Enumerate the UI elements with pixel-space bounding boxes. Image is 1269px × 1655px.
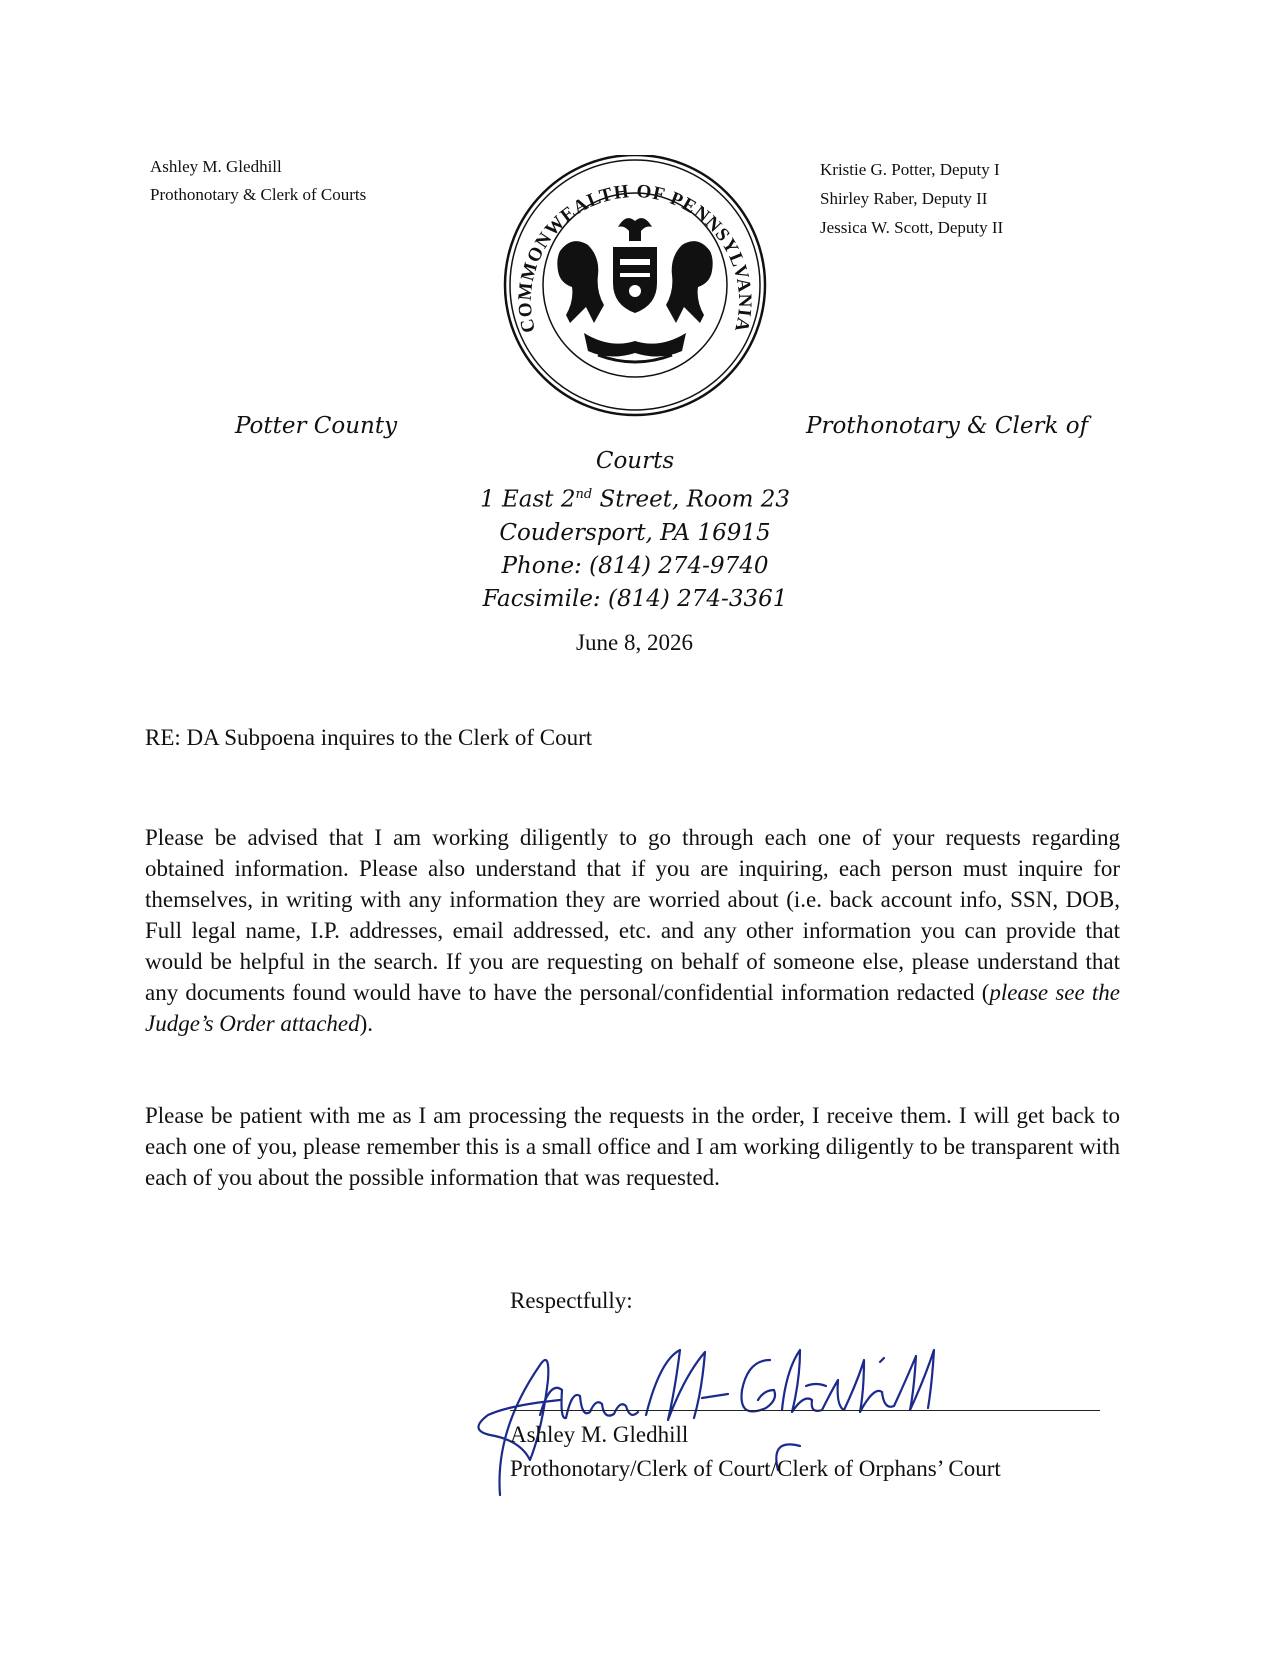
letterhead-left: [150, 153, 366, 209]
deputy-3: Jessica W. Scott, Deputy II: [820, 218, 1004, 237]
office-name-line2: Courts: [595, 448, 675, 474]
closing: Respectfully:: [510, 1288, 633, 1313]
deputy-2: Shirley Raber, Deputy II: [820, 189, 988, 208]
county-name: Potter County: [235, 413, 398, 439]
prothonotary-title: Prothonotary & Clerk of Courts: [150, 185, 367, 204]
office-address: [420, 445, 850, 616]
body-paragraph-1: Please be advised that I am working diligently to go through each one of your requests regarding obtained information. Please also understand that if you are inquiring, each person must inquire for themselves, in writing with any information they are worried about (i.e. back account info, SSN, DOB, Full legal name, I.P. addresses, email addressed, etc. and any other information you can provide that would be helpful in the search. If you are requesting on behalf of someone else, please understand that any documents found would have to have the personal/confidential information redacted (please see the Judge’s Order attached).: [145, 825, 1120, 1036]
letter-date: June 8, 2026: [576, 630, 693, 655]
judges-order-reference: please see the Judge’s Order attached: [145, 980, 1120, 1036]
office-name-line1: Prothonotary & Clerk of: [806, 413, 1089, 439]
phone-number: Phone: (814) 274-9740: [501, 552, 769, 579]
city-state-zip: Coudersport, PA 16915: [499, 519, 771, 546]
commonwealth-seal-icon: [500, 155, 770, 420]
prothonotary-name: Ashley M. Gledhill: [150, 157, 282, 176]
deputy-1: Kristie G. Potter, Deputy I: [820, 160, 1000, 179]
street-address: 1 East 2nd Street, Room 23: [480, 486, 790, 513]
subject-line: RE: DA Subpoena inquires to the Clerk of Court: [145, 725, 593, 750]
signer-block: [510, 1418, 1001, 1486]
signature-line: [510, 1410, 1100, 1411]
signer-name: Ashley M. Gledhill: [510, 1422, 689, 1447]
svg-text:COMMONWEALTH OF PENNSYLVANIA: COMMONWEALTH OF PENNSYLVANIA: [514, 180, 756, 335]
signer-title: Prothonotary/Clerk of Court/Clerk of Orphans’ Court: [510, 1456, 1001, 1481]
body-paragraph-2: Please be patient with me as I am processing the requests in the order, I receive them. I will get back to each one of you, please remember this is a small office and I am working diligently to be transparent with each of you about the possible information that was requested.: [145, 1103, 1120, 1190]
letterhead-right: [820, 155, 1003, 242]
fax-number: Facsimile: (814) 274-3361: [482, 585, 788, 612]
